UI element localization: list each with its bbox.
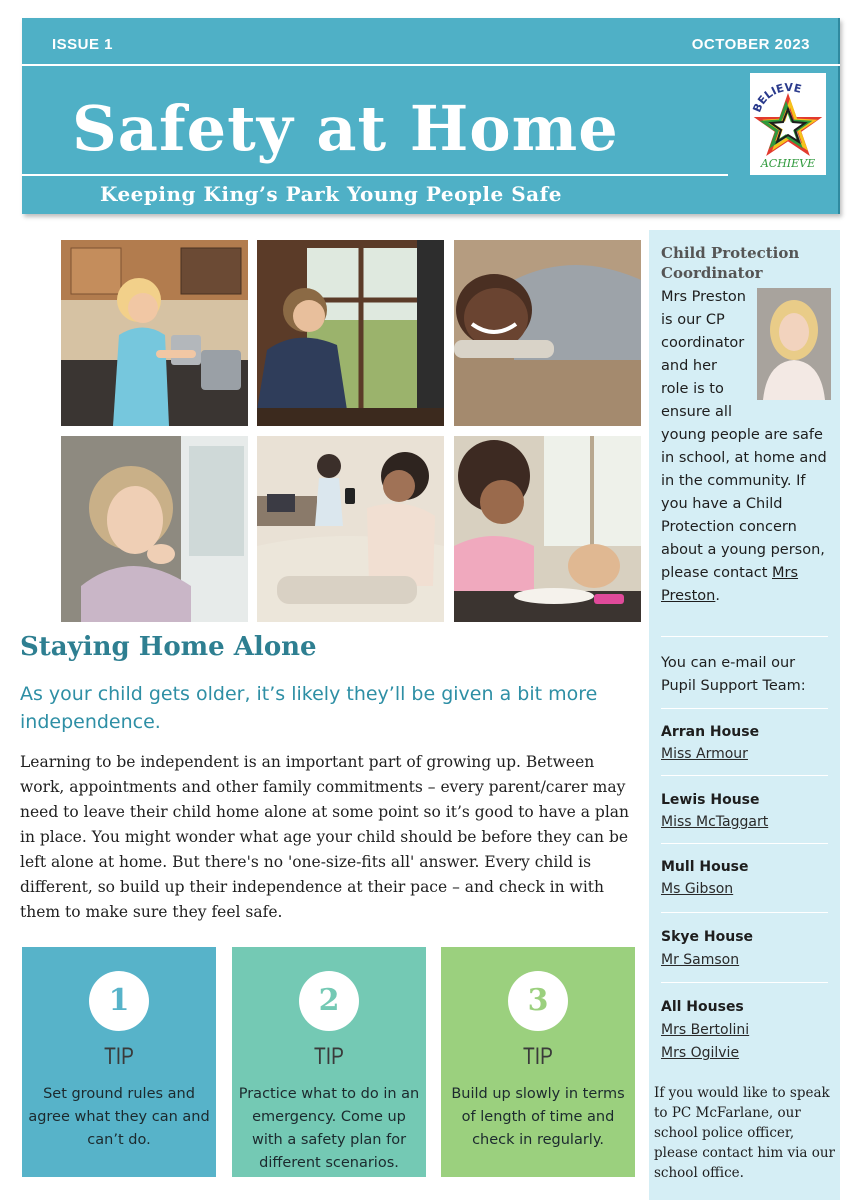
newsletter-title: Safety at Home: [72, 92, 619, 165]
intro-line: Mrs Preston: [661, 289, 746, 305]
article-body: Learning to be independent is an important part of growing up. Between work, appointments and other family commitments – every parent/carer may need to leave their child home alone at some point so it’s good to have a plan in place. You might wonder what age your child should be before they can be left alone at home. But there's no 'one-size-fits all' answer. Every child is different, so build up their independence at their pace – and check in with them to make sure they feel safe.: [20, 753, 630, 921]
school-logo: [750, 73, 826, 175]
tip-number: 2: [299, 971, 359, 1031]
contact-link[interactable]: Mrs Bertolini: [661, 1022, 750, 1038]
masthead: [22, 18, 840, 214]
logo-text-top: BELIEVE: [750, 81, 803, 115]
contact-link[interactable]: Miss Armour: [661, 746, 748, 762]
sidebar-divider: [661, 843, 828, 844]
house-all: All Houses: [661, 999, 744, 1015]
sidebar-divider: [661, 636, 828, 637]
tip-number: 3: [508, 971, 568, 1031]
masthead-rule-bottom: [22, 174, 728, 176]
issue-date: OCTOBER 2023: [691, 36, 810, 53]
sidebar-title: Child Protection Coordinator: [661, 244, 800, 282]
sidebar-divider: [661, 912, 828, 913]
issue-number: ISSUE 1: [52, 36, 114, 53]
intro-line: coordinator: [661, 335, 745, 351]
house-mull: Mull House: [661, 859, 749, 875]
coordinator-contact-link[interactable]: Mrs Preston: [661, 565, 799, 604]
article-standfirst: As your child gets older, it’s likely they’ll be given a bit more independence.: [20, 683, 598, 733]
coordinator-intro: [661, 286, 757, 424]
sidebar-divider: [661, 775, 828, 776]
newsletter-subtitle: Keeping King’s Park Young People Safe: [100, 182, 562, 206]
tip-card-2: [232, 947, 426, 1177]
photo-girl-cooking: [61, 240, 248, 426]
coordinator-details: young people are safe in school, at home and in the community. If you have a Child Protection concern about a young person, please contact Mrs Preston.: [661, 427, 827, 604]
tip-label: TIP: [314, 1043, 344, 1070]
police-officer-note: If you would like to speak to PC McFarlane, our school police officer, please contact him via our school office.: [654, 1085, 836, 1181]
coordinator-photo: [757, 288, 831, 400]
contact-link[interactable]: Ms Gibson: [661, 881, 734, 897]
intro-line: role is to: [661, 381, 724, 397]
photo-boy-on-phone: [257, 436, 444, 622]
email-intro: You can e-mail our Pupil Support Team:: [661, 655, 806, 694]
sidebar: [649, 230, 840, 1200]
article-headline: Staying Home Alone: [20, 632, 317, 662]
tip-card-3: [441, 947, 635, 1177]
svg-text:BELIEVE: [750, 81, 802, 114]
photo-boy-lying-down: [454, 240, 641, 426]
intro-line: and her: [661, 358, 717, 374]
contact-link[interactable]: Mr Samson: [661, 952, 740, 968]
house-skye: Skye House: [661, 929, 754, 945]
tip-card-1: [22, 947, 216, 1177]
tip-text: Practice what to do in an emergency. Come up with a safety plan for different scenarios.: [238, 1086, 420, 1171]
tip-text: Set ground rules and agree what they can and can’t do.: [28, 1086, 210, 1148]
tip-label: TIP: [104, 1043, 134, 1070]
intro-line: is our CP: [661, 312, 725, 328]
house-arran: Arran House: [661, 724, 760, 740]
logo-text-bottom: ACHIEVE: [760, 157, 816, 170]
tip-number: 1: [89, 971, 149, 1031]
tip-text: Build up slowly in terms of length of time and check in regularly.: [451, 1086, 625, 1148]
sidebar-divider: [661, 982, 828, 983]
house-lewis: Lewis House: [661, 792, 760, 808]
contact-link[interactable]: Mrs Ogilvie: [661, 1045, 740, 1061]
photo-girl-thinking: [61, 436, 248, 622]
contact-link[interactable]: Miss McTaggart: [661, 814, 769, 830]
tip-label: TIP: [523, 1043, 553, 1070]
masthead-rule-top: [22, 64, 840, 66]
intro-line: ensure all: [661, 404, 732, 420]
photo-boy-at-window: [257, 240, 444, 426]
coordinator-role-text: young people are safe in school, at home and in the community. If you have a Child Protection concern about a young person, please contact: [661, 427, 827, 581]
photo-girl-making-food: [454, 436, 641, 622]
sidebar-divider: [661, 708, 828, 709]
